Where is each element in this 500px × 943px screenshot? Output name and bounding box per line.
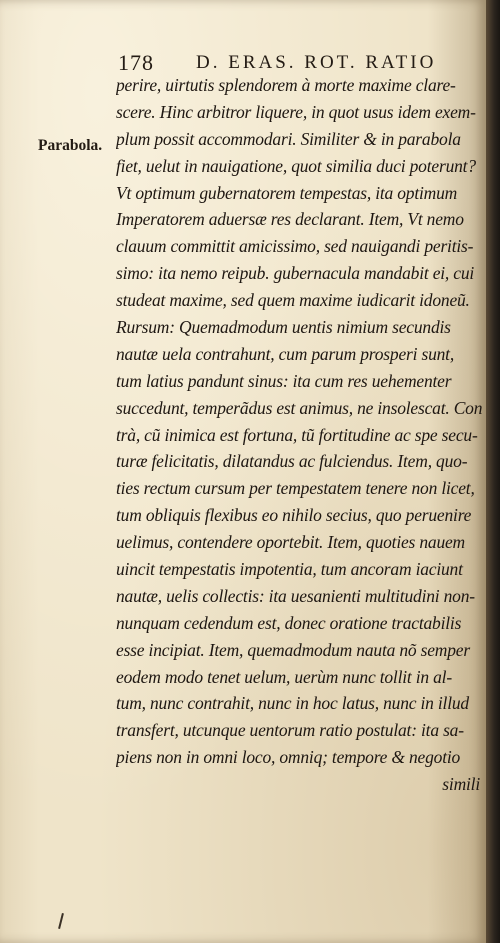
text-line: studeat maxime, sed quem maxime iudicarit idoneũ. [116,290,470,311]
text-line: nunquam cedendum est, donec oratione tractabilis [116,612,462,633]
text-line: perire, uirtutis splendorem à morte maxime clare- [116,75,456,95]
text-line: Rursum: Quemadmodum uentis nimium secundis [116,317,451,338]
text-line: turæ felicitatis, dilatandus ac fulciendus. Item, quo- [116,451,468,472]
text-line: scere. Hinc arbitror liquere, in quot usus idem exem- [116,101,476,122]
text-line: trà, cũ inimica est fortuna, tũ fortitudine ac spe secu- [116,424,478,445]
catchword: simili [442,774,480,795]
stray-ink-mark [58,913,64,929]
text-line: clauum committit amicissimo, sed nauigandi peritis- [116,236,474,257]
text-line: Imperatorem aduersæ res declarant. Item, Vt nemo [116,209,464,230]
text-line: esse incipiat. Item, quemadmodum nauta nõ semper [116,639,470,660]
text-line: transfert, utcunque uentorum ratio postulat: ita sa- [116,720,464,741]
text-line: tum latius pandunt sinus: ita cum res uehementer [116,370,452,391]
page-number: 178 [118,50,154,75]
text-line: nautæ uela contrahunt, cum parum prosperi sunt, [116,343,455,364]
text-line: simo: ita nemo reipub. gubernacula mandabit ei, cui [116,263,475,284]
text-line: uelimus, contendere oportebit. Item, quoties nauem [116,532,465,553]
text-line: ties rectum cursum per tempestatem tenere non licet, [116,478,475,499]
book-spine-edge [486,0,500,943]
text-line: tum, nunc contrahit, nunc in hoc latus, nunc in illud [116,693,469,714]
running-title: D. ERAS. ROT. RATIO [196,52,437,73]
text-line: fiet, uelut in nauigatione, quot similia duci poterunt? [116,155,476,176]
text-line: succedunt, temperãdus est animus, ne insolescat. Con [116,397,483,418]
text-line: uincit tempestatis impotentia, tum ancoram iaciunt [116,559,463,580]
text-line: eodem modo tenet uelum, uerùm nunc tollit in al- [116,666,452,687]
body-text [116,72,484,798]
text-line: nautæ, uelis collectis: ita uesanienti multitudini non- [116,585,475,606]
text-line: tum obliquis flexibus eo nihilo secius, quo peruenire [116,505,472,526]
text-line: plum possit accommodari. Similiter & in parabola [116,128,461,149]
text-line: piens non in omni loco, omniq; tempore & negotio [116,747,461,768]
text-line: Vt optimum gubernatorem tempestas, ita optimum [116,182,458,203]
margin-note: Parabola. [38,137,103,154]
